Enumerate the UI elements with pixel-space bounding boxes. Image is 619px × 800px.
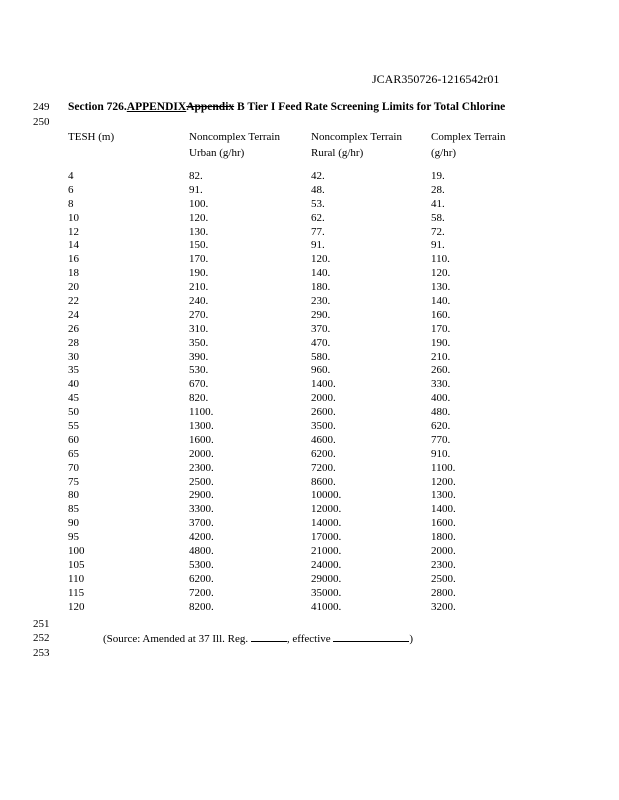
tesh-cell: 12 (68, 225, 79, 238)
rural-cell: 370. (311, 322, 331, 335)
complex-cell: 58. (431, 211, 445, 224)
tesh-cell: 26 (68, 322, 79, 335)
rural-cell: 180. (311, 281, 331, 294)
source-suffix: ) (409, 633, 414, 645)
rural-cell: 62. (311, 211, 325, 224)
tesh-cell: 55 (68, 420, 79, 433)
tesh-cell: 4 (68, 170, 74, 182)
complex-cell: 330. (431, 378, 451, 391)
complex-cell: 72. (431, 225, 445, 238)
table-row (0, 587, 619, 601)
table-row (0, 281, 619, 295)
tesh-cell: 105 (68, 558, 85, 571)
heading-deleted-text: Appendix (186, 101, 235, 113)
complex-cell: 170. (431, 322, 451, 335)
urban-cell: 6200. (189, 572, 214, 585)
table-row (0, 170, 619, 184)
rural-cell: 2600. (311, 406, 336, 419)
screening-limits-table (0, 170, 619, 615)
rural-cell: 7200. (311, 461, 336, 474)
complex-cell: 1600. (431, 517, 456, 530)
complex-cell: 140. (431, 295, 451, 308)
urban-cell: 2900. (189, 489, 214, 502)
rural-cell: 77. (311, 225, 325, 238)
tesh-cell: 14 (68, 239, 79, 252)
column-header-tesh (68, 129, 114, 145)
tesh-cell: 30 (68, 350, 79, 363)
rural-cell: 21000. (311, 545, 342, 558)
complex-cell: 2800. (431, 586, 456, 599)
urban-cell: 7200. (189, 586, 214, 599)
rural-cell: 53. (311, 197, 325, 210)
tesh-cell: 22 (68, 295, 79, 308)
table-row (0, 378, 619, 392)
urban-cell: 100. (189, 197, 209, 210)
line-number: 250 (33, 116, 50, 128)
table-row (0, 253, 619, 267)
tesh-cell: 75 (68, 475, 79, 488)
tesh-cell: 70 (68, 461, 79, 474)
tesh-cell: 10 (68, 211, 79, 224)
rural-cell: 41000. (311, 600, 342, 613)
rural-cell: 120. (311, 253, 331, 266)
complex-cell: 620. (431, 420, 451, 433)
effective-date-blank (333, 632, 409, 642)
table-row (0, 239, 619, 253)
complex-cell: 130. (431, 281, 451, 294)
complex-cell: 480. (431, 406, 451, 419)
complex-cell: 110. (431, 253, 450, 266)
urban-cell: 210. (189, 281, 209, 294)
rural-cell: 2000. (311, 392, 336, 405)
table-row (0, 184, 619, 198)
heading-inserted-text: APPENDIX (126, 101, 187, 113)
rural-cell: 14000. (311, 517, 342, 530)
urban-cell: 820. (189, 392, 209, 405)
complex-cell: 3200. (431, 600, 456, 613)
complex-cell: 260. (431, 364, 451, 377)
column-header-line: Noncomplex Terrain (189, 131, 280, 143)
tesh-cell: 100 (68, 545, 85, 558)
tesh-cell: 24 (68, 308, 79, 321)
table-row (0, 226, 619, 240)
line-number: 253 (33, 647, 50, 659)
urban-cell: 8200. (189, 600, 214, 613)
complex-cell: 770. (431, 433, 451, 446)
urban-cell: 350. (189, 336, 209, 349)
urban-cell: 1300. (189, 420, 214, 433)
rural-cell: 3500. (311, 420, 336, 433)
rural-cell: 35000. (311, 586, 342, 599)
rural-cell: 48. (311, 183, 325, 196)
complex-cell: 400. (431, 392, 451, 405)
urban-cell: 4800. (189, 545, 214, 558)
register-page-blank (251, 632, 287, 642)
tesh-cell: 85 (68, 503, 79, 516)
tesh-cell: 65 (68, 447, 79, 460)
urban-cell: 91. (189, 183, 203, 196)
table-row (0, 531, 619, 545)
tesh-cell: 28 (68, 336, 79, 349)
tesh-cell: 60 (68, 433, 79, 446)
urban-cell: 120. (189, 211, 209, 224)
complex-cell: 1300. (431, 489, 456, 502)
rural-cell: 24000. (311, 558, 342, 571)
urban-cell: 4200. (189, 531, 214, 544)
urban-cell: 1100. (189, 406, 214, 419)
tesh-cell: 16 (68, 253, 79, 266)
tesh-cell: 50 (68, 406, 79, 419)
column-header-line: TESH (m) (68, 131, 115, 143)
tesh-cell: 45 (68, 392, 79, 405)
urban-cell: 3300. (189, 503, 214, 516)
urban-cell: 270. (189, 308, 209, 321)
complex-cell: 41. (431, 197, 445, 210)
rural-cell: 470. (311, 336, 331, 349)
urban-cell: 2300. (189, 461, 214, 474)
complex-cell: 2500. (431, 572, 456, 585)
table-row (0, 392, 619, 406)
rural-cell: 12000. (311, 503, 342, 516)
urban-cell: 2000. (189, 447, 214, 460)
column-header-rural (311, 129, 402, 161)
complex-cell: 28. (431, 183, 445, 196)
rural-cell: 10000. (311, 489, 342, 502)
complex-cell: 160. (431, 308, 451, 321)
tesh-cell: 35 (68, 364, 79, 377)
table-row (0, 476, 619, 490)
section-heading (68, 101, 505, 113)
urban-cell: 240. (189, 295, 209, 308)
complex-cell: 910. (431, 447, 451, 460)
line-number: 249 (33, 101, 50, 113)
rural-cell: 230. (311, 295, 331, 308)
table-row (0, 434, 619, 448)
table-row (0, 448, 619, 462)
source-note (103, 632, 413, 645)
column-header-line: Rural (g/hr) (311, 147, 364, 159)
table-row (0, 517, 619, 531)
table-row (0, 559, 619, 573)
rural-cell: 42. (311, 170, 325, 182)
tesh-cell: 80 (68, 489, 79, 502)
complex-cell: 1400. (431, 503, 456, 516)
complex-cell: 120. (431, 267, 451, 280)
column-header-line: Noncomplex Terrain (311, 131, 402, 143)
urban-cell: 1600. (189, 433, 214, 446)
rural-cell: 29000. (311, 572, 342, 585)
tesh-cell: 95 (68, 531, 79, 544)
tesh-cell: 110 (68, 572, 85, 585)
complex-cell: 190. (431, 336, 451, 349)
column-header-line: (g/hr) (431, 147, 457, 159)
table-row (0, 323, 619, 337)
rural-cell: 91. (311, 239, 325, 252)
urban-cell: 310. (189, 322, 209, 335)
urban-cell: 530. (189, 364, 209, 377)
table-row (0, 198, 619, 212)
rural-cell: 580. (311, 350, 331, 363)
urban-cell: 5300. (189, 558, 214, 571)
complex-cell: 19. (431, 170, 445, 182)
heading-section-label: Section 726. (68, 101, 127, 113)
urban-cell: 2500. (189, 475, 214, 488)
urban-cell: 150. (189, 239, 209, 252)
table-row (0, 545, 619, 559)
table-row (0, 309, 619, 323)
table-row (0, 601, 619, 615)
rural-cell: 17000. (311, 531, 342, 544)
complex-cell: 1200. (431, 475, 456, 488)
urban-cell: 670. (189, 378, 209, 391)
table-row (0, 212, 619, 226)
table-row (0, 364, 619, 378)
rural-cell: 290. (311, 308, 331, 321)
source-middle: , effective (286, 633, 334, 645)
table-row (0, 462, 619, 476)
column-header-line: Complex Terrain (431, 131, 506, 143)
rural-cell: 4600. (311, 433, 336, 446)
table-row (0, 489, 619, 503)
table-row (0, 295, 619, 309)
table-row (0, 420, 619, 434)
urban-cell: 390. (189, 350, 209, 363)
complex-cell: 1800. (431, 531, 456, 544)
complex-cell: 2300. (431, 558, 456, 571)
table-row (0, 351, 619, 365)
rural-cell: 960. (311, 364, 331, 377)
line-number: 251 (33, 618, 50, 630)
column-header-complex (431, 129, 505, 161)
rural-cell: 140. (311, 267, 331, 280)
tesh-cell: 18 (68, 267, 79, 280)
rural-cell: 1400. (311, 378, 336, 391)
complex-cell: 2000. (431, 545, 456, 558)
urban-cell: 130. (189, 225, 209, 238)
column-header-urban (189, 129, 280, 161)
table-row (0, 267, 619, 281)
tesh-cell: 120 (68, 600, 85, 613)
column-header-line: Urban (g/hr) (189, 147, 245, 159)
document-id: JCAR350726-1216542r01 (372, 72, 500, 86)
table-row (0, 337, 619, 351)
tesh-cell: 8 (68, 197, 74, 210)
table-row (0, 503, 619, 517)
table-row (0, 573, 619, 587)
tesh-cell: 6 (68, 183, 74, 196)
tesh-cell: 90 (68, 517, 79, 530)
rural-cell: 6200. (311, 447, 336, 460)
complex-cell: 1100. (431, 461, 456, 474)
tesh-cell: 115 (68, 586, 85, 599)
table-row (0, 406, 619, 420)
urban-cell: 190. (189, 267, 209, 280)
urban-cell: 3700. (189, 517, 214, 530)
tesh-cell: 20 (68, 281, 79, 294)
source-prefix: (Source: Amended at 37 Ill. Reg. (103, 633, 251, 645)
urban-cell: 82. (189, 170, 203, 182)
rural-cell: 8600. (311, 475, 336, 488)
heading-title: B Tier I Feed Rate Screening Limits for Total Chlorine (234, 101, 506, 113)
complex-cell: 91. (431, 239, 445, 252)
urban-cell: 170. (189, 253, 209, 266)
complex-cell: 210. (431, 350, 451, 363)
line-number: 252 (33, 632, 50, 644)
tesh-cell: 40 (68, 378, 79, 391)
